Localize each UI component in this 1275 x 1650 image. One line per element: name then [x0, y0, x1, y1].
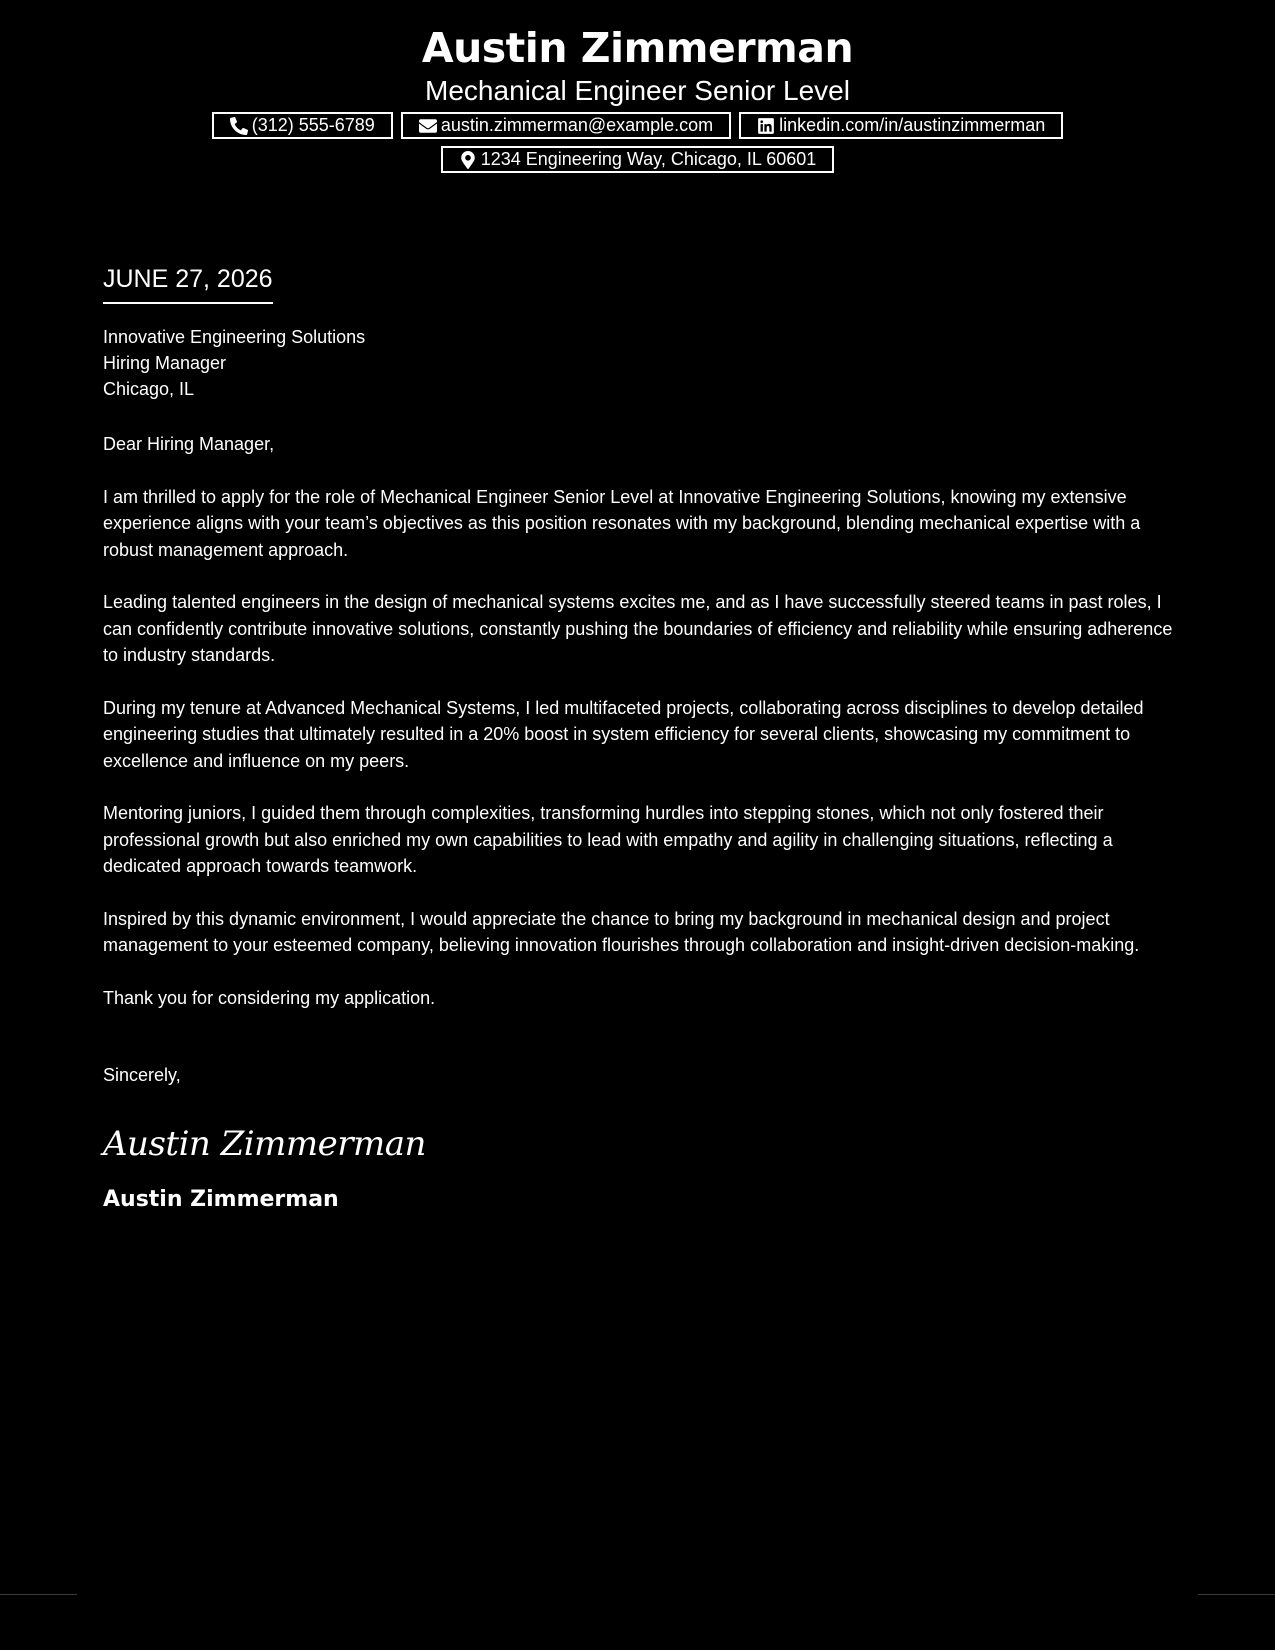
closing-line: Thank you for considering my application.: [103, 987, 436, 1008]
phone-chip[interactable]: [212, 112, 393, 139]
body-paragraph: Inspired by this dynamic environment, I would appreciate the chance to bring my background in mechanical design and project management to your esteemed company, believing innovation flourishes through collaboration and insight-driven decision-making.: [103, 908, 1140, 955]
address-chip: [441, 146, 835, 173]
linkedin-icon: [757, 117, 775, 135]
envelope-icon: [419, 117, 437, 135]
contact-row: [0, 146, 1275, 173]
address-text: 1234 Engineering Way, Chicago, IL 60601: [480, 149, 817, 169]
email-chip[interactable]: [401, 112, 731, 139]
phone-text: (312) 555-6789: [251, 115, 375, 135]
body-paragraph: Mentoring juniors, I guided them through complexities, transforming hurdles into stepping stones, which not only fostered their professional growth but also enriched my own capabilities to lead with empathy and agility in challenging situations, reflecting a dedicated approach towards teamwork.: [103, 803, 1113, 876]
signature-text: Austin Zimmerman: [103, 1123, 426, 1164]
body-paragraph: Leading talented engineers in the design of mechanical systems excites me, and as I have successfully steered teams in past roles, I can confidently contribute innovative solutions, constantly pushing the boundaries of efficiency and reliability while ensuring adherence to industry standards.: [103, 592, 1173, 665]
recipient-role: Hiring Manager: [103, 353, 227, 373]
contact-info: [0, 112, 1275, 180]
recipient-location: Chicago, IL: [103, 379, 195, 399]
greeting: Dear Hiring Manager,: [103, 434, 275, 454]
phone-icon: [230, 117, 248, 135]
recipient-company: Innovative Engineering Solutions: [103, 327, 366, 347]
job-title: Mechanical Engineer Senior Level: [425, 75, 850, 106]
linkedin-text: linkedin.com/in/austinzimmerman: [779, 115, 1046, 135]
linkedin-chip[interactable]: [739, 112, 1063, 139]
signoff: Sincerely,: [103, 1065, 181, 1085]
signer-name: Austin Zimmerman: [103, 1186, 339, 1212]
contact-row: [0, 112, 1275, 139]
body-paragraph: I am thrilled to apply for the role of Mechanical Engineer Senior Level at Innovative Engineering Solutions, knowing my extensive experience aligns with your team’s objectives as this position resonates with my background, blending mechanical expertise with a robust management approach.: [103, 486, 1141, 560]
map-marker-icon: [459, 151, 477, 169]
applicant-name: Austin Zimmerman: [421, 24, 854, 72]
recipient-block: [103, 324, 1173, 402]
footer-divider-left: [0, 1594, 77, 1595]
letter-header: [0, 22, 1275, 180]
letter-date: JUNE 27, 2026: [103, 262, 273, 304]
handwritten-signature: [103, 1119, 426, 1169]
footer-divider-right: [1198, 1594, 1275, 1595]
body-paragraph: During my tenure at Advanced Mechanical Systems, I led multifaceted projects, collaborating across disciplines to develop detailed engineering studies that ultimately resulted in a 20% boost in system efficiency for several clients, showcasing my commitment to excellence and influence on my peers.: [103, 697, 1144, 771]
email-text: austin.zimmerman@example.com: [440, 115, 714, 135]
letter-body: [103, 262, 1173, 1213]
